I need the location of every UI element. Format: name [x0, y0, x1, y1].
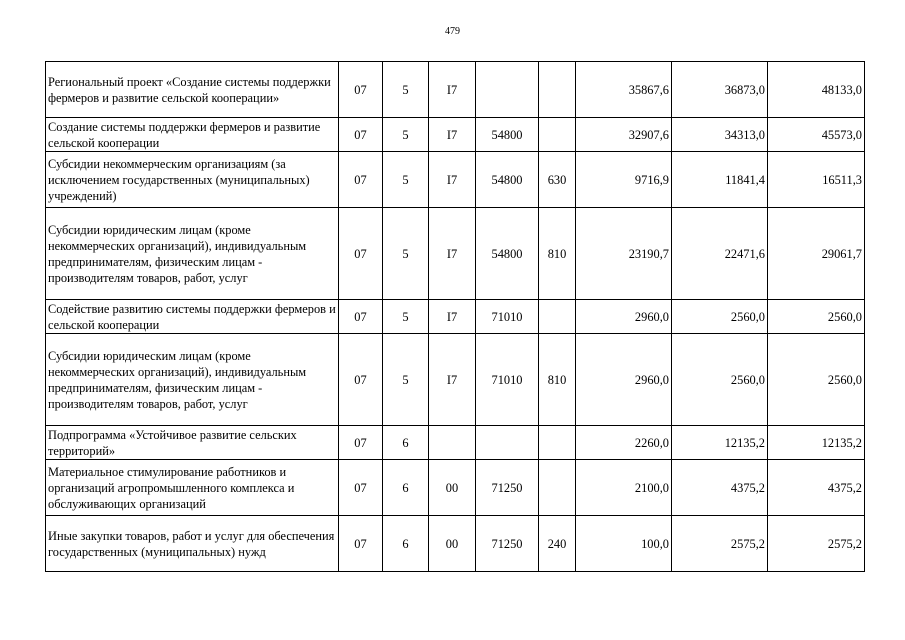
table-row	[46, 426, 865, 460]
table-row	[46, 118, 865, 152]
cell-amount-year-1: 9716,9	[576, 152, 672, 208]
cell-direction-code	[476, 62, 539, 118]
cell-amount-year-3: 48133,0	[768, 62, 865, 118]
cell-program-code: I7	[429, 334, 476, 426]
row-name: Иные закупки товаров, работ и услуг для обеспечения государственных (муниципальных) нужд	[46, 516, 339, 572]
cell-amount-year-2: 36873,0	[672, 62, 768, 118]
cell-subsection: 6	[383, 516, 429, 572]
cell-section: 07	[339, 300, 383, 334]
table-row	[46, 300, 865, 334]
table-row	[46, 516, 865, 572]
cell-subsection: 5	[383, 334, 429, 426]
cell-program-code: 00	[429, 460, 476, 516]
cell-program-code: I7	[429, 208, 476, 300]
cell-subsection: 6	[383, 426, 429, 460]
cell-section: 07	[339, 460, 383, 516]
cell-amount-year-3: 2560,0	[768, 300, 865, 334]
row-name: Субсидии юридическим лицам (кроме некоммерческих организаций), индивидуальным предпринимателям, физическим лицам - производителям товаров, работ, услуг	[46, 208, 339, 300]
cell-amount-year-3: 2575,2	[768, 516, 865, 572]
cell-amount-year-3: 2560,0	[768, 334, 865, 426]
cell-direction-code	[476, 426, 539, 460]
cell-direction-code: 54800	[476, 152, 539, 208]
cell-amount-year-1: 2260,0	[576, 426, 672, 460]
cell-program-code: I7	[429, 62, 476, 118]
cell-program-code	[429, 426, 476, 460]
cell-amount-year-2: 12135,2	[672, 426, 768, 460]
cell-direction-code: 71250	[476, 460, 539, 516]
cell-section: 07	[339, 208, 383, 300]
cell-program-code: I7	[429, 118, 476, 152]
cell-expense-type: 240	[539, 516, 576, 572]
cell-direction-code: 71250	[476, 516, 539, 572]
row-name: Региональный проект «Создание системы поддержки фермеров и развитие сельской кооперации»	[46, 62, 339, 118]
cell-amount-year-2: 22471,6	[672, 208, 768, 300]
cell-amount-year-1: 32907,6	[576, 118, 672, 152]
row-name: Субсидии юридическим лицам (кроме некоммерческих организаций), индивидуальным предпринимателям, физическим лицам - производителям товаров, работ, услуг	[46, 334, 339, 426]
cell-amount-year-1: 2960,0	[576, 300, 672, 334]
cell-amount-year-2: 2560,0	[672, 334, 768, 426]
cell-direction-code: 54800	[476, 208, 539, 300]
cell-subsection: 5	[383, 300, 429, 334]
row-name: Субсидии некоммерческим организациям (за исключением государственных (муниципальных) учреждений)	[46, 152, 339, 208]
cell-expense-type: 810	[539, 208, 576, 300]
cell-amount-year-3: 16511,3	[768, 152, 865, 208]
cell-amount-year-3: 45573,0	[768, 118, 865, 152]
cell-subsection: 5	[383, 118, 429, 152]
cell-expense-type	[539, 118, 576, 152]
cell-program-code: 00	[429, 516, 476, 572]
cell-expense-type: 810	[539, 334, 576, 426]
cell-amount-year-1: 2100,0	[576, 460, 672, 516]
cell-expense-type	[539, 426, 576, 460]
cell-amount-year-1: 35867,6	[576, 62, 672, 118]
table-row	[46, 334, 865, 426]
cell-section: 07	[339, 516, 383, 572]
cell-section: 07	[339, 118, 383, 152]
cell-amount-year-1: 23190,7	[576, 208, 672, 300]
cell-expense-type	[539, 460, 576, 516]
cell-subsection: 5	[383, 62, 429, 118]
cell-direction-code: 54800	[476, 118, 539, 152]
cell-amount-year-2: 2575,2	[672, 516, 768, 572]
cell-amount-year-2: 4375,2	[672, 460, 768, 516]
cell-amount-year-1: 100,0	[576, 516, 672, 572]
cell-direction-code: 71010	[476, 300, 539, 334]
cell-amount-year-3: 12135,2	[768, 426, 865, 460]
cell-expense-type	[539, 62, 576, 118]
table-row	[46, 208, 865, 300]
cell-expense-type: 630	[539, 152, 576, 208]
cell-direction-code: 71010	[476, 334, 539, 426]
cell-subsection: 6	[383, 460, 429, 516]
table-row	[46, 152, 865, 208]
cell-amount-year-2: 34313,0	[672, 118, 768, 152]
cell-amount-year-2: 11841,4	[672, 152, 768, 208]
cell-section: 07	[339, 334, 383, 426]
cell-section: 07	[339, 426, 383, 460]
table-row	[46, 62, 865, 118]
cell-amount-year-3: 4375,2	[768, 460, 865, 516]
row-name: Создание системы поддержки фермеров и развитие сельской кооперации	[46, 118, 339, 152]
cell-amount-year-1: 2960,0	[576, 334, 672, 426]
cell-program-code: I7	[429, 300, 476, 334]
cell-amount-year-2: 2560,0	[672, 300, 768, 334]
cell-section: 07	[339, 62, 383, 118]
table-row	[46, 460, 865, 516]
row-name: Содействие развитию системы поддержки фермеров и сельской кооперации	[46, 300, 339, 334]
cell-amount-year-3: 29061,7	[768, 208, 865, 300]
budget-table	[45, 61, 865, 572]
cell-section: 07	[339, 152, 383, 208]
cell-subsection: 5	[383, 152, 429, 208]
cell-subsection: 5	[383, 208, 429, 300]
row-name: Подпрограмма «Устойчивое развитие сельских территорий»	[46, 426, 339, 460]
table-body	[46, 62, 865, 572]
page-number: 479	[445, 26, 460, 37]
cell-expense-type	[539, 300, 576, 334]
cell-program-code: I7	[429, 152, 476, 208]
row-name: Материальное стимулирование работников и организаций агропромышленного комплекса и обслуживающих организаций	[46, 460, 339, 516]
